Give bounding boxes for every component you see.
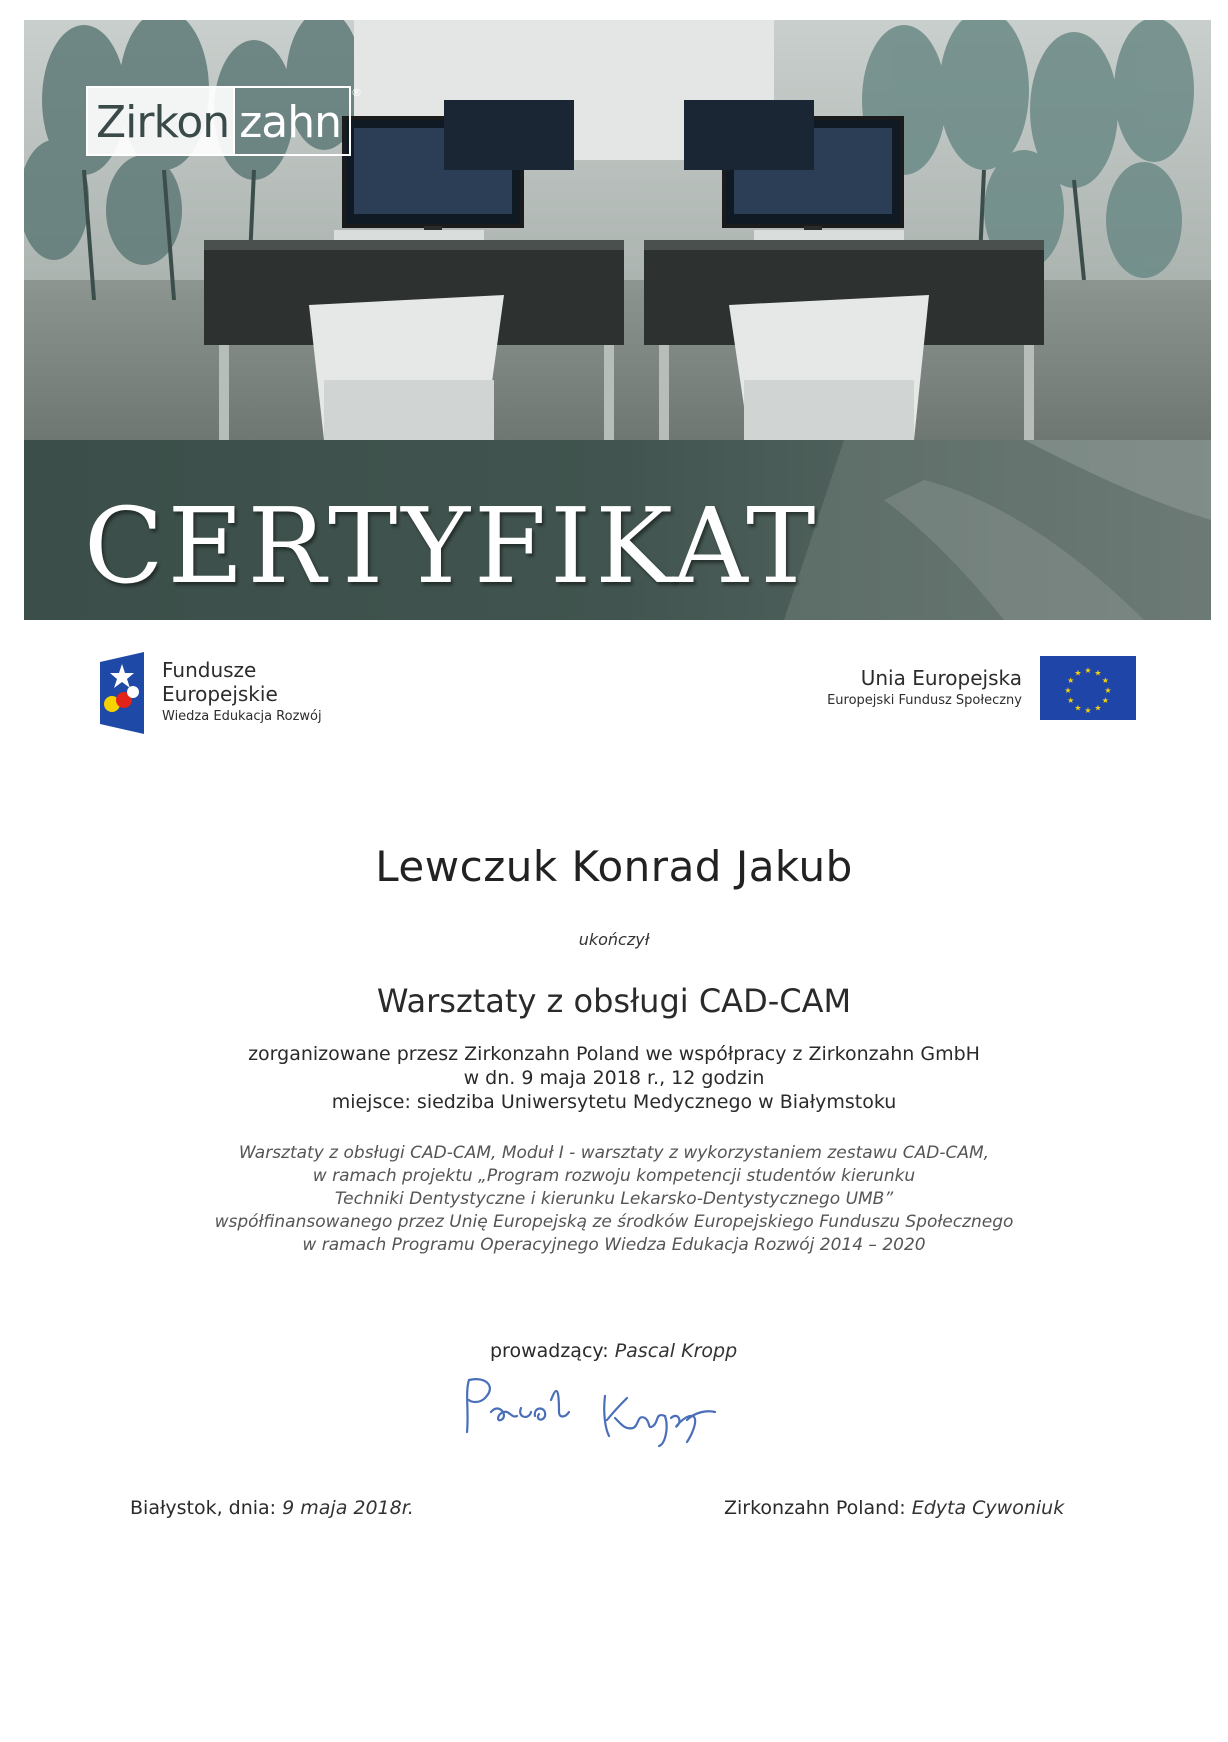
- svg-text:★: ★: [1101, 676, 1109, 685]
- ue-line2: Europejski Fundusz Społeczny: [827, 693, 1022, 708]
- unia-europejska-logo: [827, 656, 1136, 720]
- completed-label: ukończył: [578, 930, 650, 949]
- city-date-line: [130, 1497, 414, 1519]
- course-title: Warsztaty z obsługi CAD-CAM: [376, 982, 852, 1020]
- leader-name: Pascal Kropp: [614, 1340, 738, 1362]
- svg-text:★: ★: [1074, 668, 1082, 678]
- company-label: Zirkonzahn Poland:: [724, 1497, 906, 1519]
- organizer-line: zorganizowane przesz Zirkonzahn Poland we współpracy z Zirkonzahn GmbH: [248, 1043, 980, 1065]
- city-label: Białystok, dnia:: [130, 1497, 277, 1519]
- zirkonzahn-logo: [86, 86, 362, 156]
- logo-registered-mark: ®: [351, 86, 362, 99]
- svg-text:★: ★: [1094, 668, 1102, 678]
- handwritten-signature: [455, 1372, 745, 1456]
- svg-text:★: ★: [1094, 703, 1102, 713]
- fe-line2: Europejskie: [162, 682, 278, 706]
- ue-line1: Unia Europejska: [860, 666, 1022, 690]
- svg-text:★: ★: [1084, 706, 1092, 715]
- leader-line: [490, 1340, 737, 1362]
- project-line: w ramach projektu „Program rozwoju kompetencji studentów kierunku: [312, 1166, 916, 1186]
- place-line: miejsce: siedziba Uniwersytetu Medycznego w Białymstoku: [331, 1091, 897, 1113]
- leader-label: prowadzący:: [490, 1340, 609, 1362]
- fundusze-europejskie-logo: [100, 652, 322, 734]
- company-person: Edyta Cywoniuk: [911, 1497, 1065, 1519]
- project-line: Warsztaty z obsługi CAD-CAM, Moduł I - warsztaty z wykorzystaniem zestawu CAD-CAM,: [238, 1143, 990, 1163]
- certificate-title: CERTYFIKAT: [84, 485, 820, 607]
- project-line: w ramach Programu Operacyjnego Wiedza Edukacja Rozwój 2014 – 2020: [302, 1235, 926, 1255]
- svg-text:★: ★: [1064, 686, 1072, 695]
- project-line: Techniki Dentystyczne i kierunku Lekarsko-Dentystycznego UMB”: [334, 1189, 894, 1209]
- logo-part-zirkon: Zirkon: [86, 86, 235, 156]
- logo-part-zahn: zahn: [235, 86, 351, 156]
- project-line: współfinansowanego przez Unię Europejską ze środków Europejskiego Funduszu Społecznego: [214, 1212, 1014, 1232]
- date-hours-line: w dn. 9 maja 2018 r., 12 godzin: [463, 1067, 765, 1089]
- svg-text:★: ★: [1067, 676, 1075, 685]
- fe-line1: Fundusze: [162, 658, 257, 682]
- svg-text:★: ★: [1084, 666, 1092, 675]
- svg-text:★: ★: [1104, 686, 1112, 695]
- company-line: [724, 1497, 1064, 1519]
- issue-date: 9 maja 2018r.: [282, 1497, 414, 1519]
- svg-text:★: ★: [1067, 696, 1075, 705]
- eu-flag-icon: [1040, 656, 1136, 720]
- hero-photo: [24, 20, 1211, 620]
- svg-text:★: ★: [1101, 696, 1109, 705]
- fe-line3: Wiedza Edukacja Rozwój: [162, 709, 322, 724]
- recipient-name: Lewczuk Konrad Jakub: [375, 842, 853, 891]
- fe-emblem-icon: [100, 652, 144, 734]
- svg-text:★: ★: [1074, 703, 1082, 713]
